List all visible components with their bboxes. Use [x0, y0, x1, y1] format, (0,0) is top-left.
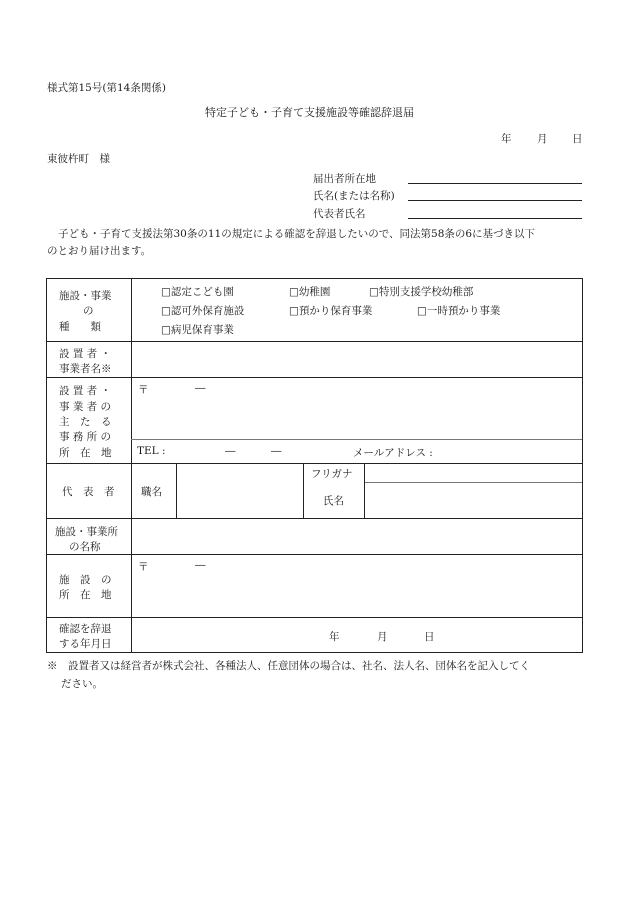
withdraw-label-2: する年月日	[59, 638, 112, 650]
option-sick-child-care[interactable]: □病児保育事業	[161, 324, 234, 336]
body-text-line1: 子ども・子育て支援法第30条の11の規定による確認を辞退したいので、同法第58条の6に基づき以下	[58, 228, 536, 240]
facility-name-label-2: の名称	[69, 541, 101, 553]
facility-addr-label-1: 施 設 の	[59, 574, 112, 586]
tel-dash-2: ―	[271, 445, 282, 457]
row-divider	[47, 518, 582, 519]
form-number: 様式第15号(第14条関係)	[47, 82, 166, 94]
facility-name-field[interactable]	[139, 524, 579, 550]
form-table	[46, 278, 583, 653]
office-postal-dash: ―	[195, 382, 206, 394]
body-text-line2: のとおり届け出ます。	[47, 245, 152, 257]
office-postal-mark: 〒	[138, 384, 149, 396]
footnote-line2: ださい。	[61, 678, 103, 690]
facility-name-label-1: 施設・事業所	[55, 526, 118, 538]
type-label-3: 種 類	[59, 321, 101, 333]
row-subdivider	[131, 439, 582, 440]
rep-label: 代 表 者	[62, 486, 115, 498]
office-label-3: 主 た る	[59, 416, 112, 428]
footnote-line1: ※ 設置者又は経営者が株式会社、各種法人、任意団体の場合は、社名、法人名、団体名を記入してく	[47, 660, 530, 672]
row-divider	[47, 554, 582, 555]
withdraw-day-label: 日	[424, 631, 435, 643]
option-temporary-care[interactable]: □一時預かり事業	[417, 305, 501, 317]
option-special-school-kindergarten[interactable]: □特別支援学校幼稚部	[369, 286, 474, 298]
row-divider	[47, 377, 582, 378]
furigana-field[interactable]	[371, 466, 576, 480]
office-label-1: 設 置 者 ・	[59, 385, 112, 397]
type-label-2: の	[83, 305, 94, 317]
form-title: 特定子ども・子育て支援施設等確認辞退届	[205, 106, 414, 119]
applicant-address-label: 届出者所在地	[313, 173, 376, 185]
applicant-name-line[interactable]	[408, 200, 582, 201]
option-certified-center[interactable]: □認定こども園	[161, 286, 234, 298]
facility-addr-label-2: 所 在 地	[59, 589, 112, 601]
furigana-divider	[364, 482, 582, 483]
name-field[interactable]	[371, 486, 576, 514]
row-divider	[47, 617, 582, 618]
name-label: 氏名	[323, 495, 344, 507]
applicant-rep-line[interactable]	[408, 218, 582, 219]
date-month-label: 月	[537, 133, 548, 145]
option-unlicensed-nursery[interactable]: □認可外保育施設	[161, 305, 245, 317]
option-kindergarten[interactable]: □幼稚園	[289, 286, 331, 298]
type-label-1: 施設・事業	[59, 290, 112, 302]
rep-divider-2	[303, 463, 304, 518]
office-label-2: 事 業 者 の	[59, 401, 112, 413]
office-label-4: 事 務 所 の	[59, 431, 112, 443]
row-divider	[47, 463, 582, 464]
addressee: 東彼杵町 様	[47, 153, 110, 165]
position-label: 職名	[141, 486, 162, 498]
founder-name-label-2: 事業者名※	[59, 363, 112, 375]
date-year-label: 年	[501, 133, 512, 145]
facility-postal-mark: 〒	[138, 561, 149, 573]
withdraw-year-label: 年	[329, 631, 340, 643]
furigana-label: フリガナ	[311, 468, 353, 480]
rep-divider-3	[364, 463, 365, 518]
tel-label: TEL :	[137, 445, 166, 457]
founder-name-field[interactable]	[139, 347, 579, 373]
option-extended-care[interactable]: □預かり保育事業	[289, 305, 373, 317]
tel-dash-1: ―	[225, 445, 236, 457]
applicant-name-label: 氏名(または名称)	[313, 190, 395, 202]
withdraw-month-label: 月	[377, 631, 388, 643]
date-day-label: 日	[572, 133, 583, 145]
applicant-rep-label: 代表者氏名	[313, 208, 366, 220]
email-label: メールアドレス :	[353, 447, 433, 459]
rep-divider-1	[176, 463, 177, 518]
facility-postal-dash: ―	[195, 559, 206, 571]
founder-name-label-1: 設 置 者 ・	[59, 348, 112, 360]
office-label-5: 所 在 地	[59, 447, 112, 459]
applicant-address-line[interactable]	[408, 183, 582, 184]
row-divider	[47, 341, 582, 342]
position-field[interactable]	[183, 469, 295, 511]
withdraw-label-1: 確認を辞退	[59, 623, 112, 635]
label-column-divider	[131, 279, 132, 653]
